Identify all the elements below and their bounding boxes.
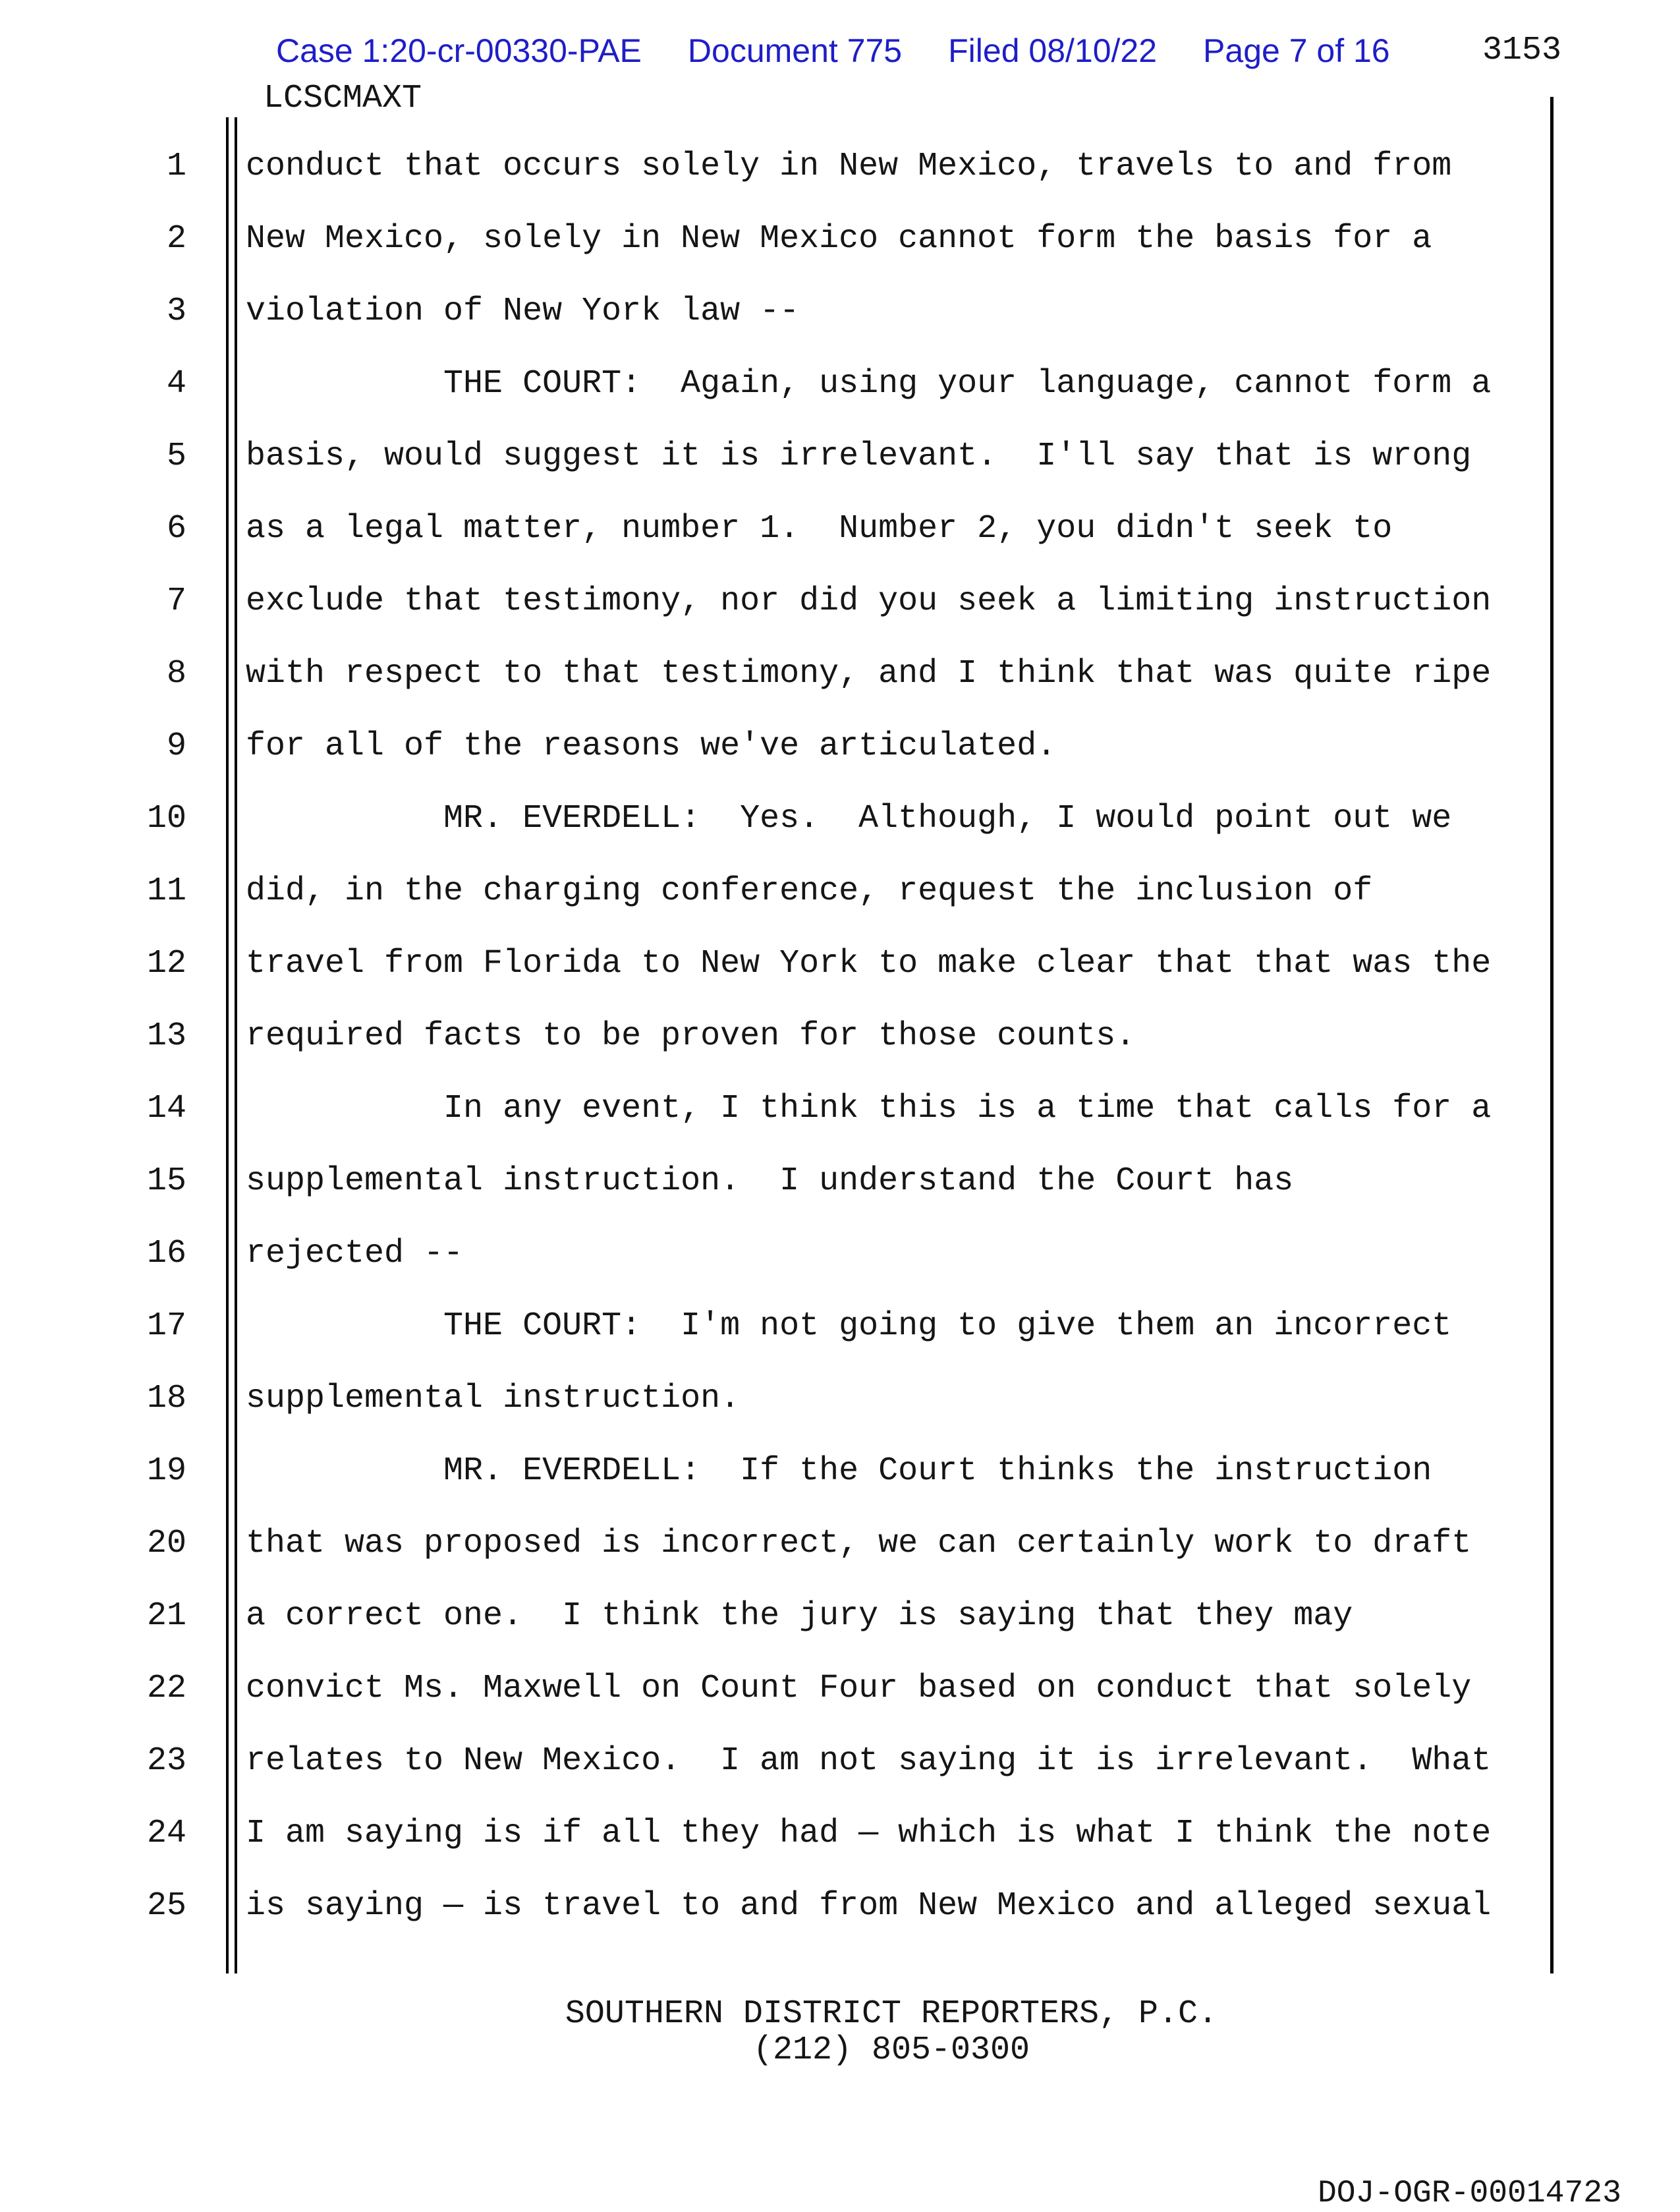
- bates-number: DOJ-OGR-00014723: [1318, 2176, 1621, 2211]
- transcript-line: conduct that occurs solely in New Mexico, travels to and from: [246, 148, 1452, 185]
- header-document-number: Document 775: [687, 32, 903, 69]
- transcript-line: with respect to that testimony, and I think that was quite ripe: [246, 655, 1492, 693]
- transcript-line: In any event, I think this is a time that calls for a: [246, 1090, 1492, 1127]
- footer: [246, 1996, 1537, 2068]
- transcript-line: THE COURT: I'm not going to give them an incorrect: [246, 1307, 1452, 1345]
- transcript-line: MR. EVERDELL: Yes. Although, I would point out we: [246, 800, 1452, 837]
- transcript-line: for all of the reasons we've articulated.: [246, 727, 1057, 765]
- line-number: 3: [166, 293, 186, 330]
- transcript-line: basis, would suggest it is irrelevant. I'll say that is wrong: [246, 438, 1472, 475]
- line-number: 18: [146, 1380, 186, 1417]
- transcript-line: relates to New Mexico. I am not saying it is irrelevant. What: [246, 1742, 1492, 1780]
- line-number: 24: [146, 1815, 186, 1852]
- transcript-line: rejected --: [246, 1235, 464, 1272]
- line-number: 8: [166, 655, 186, 693]
- line-number: 12: [146, 945, 186, 982]
- line-number: 11: [146, 872, 186, 910]
- line-number: 14: [146, 1090, 186, 1127]
- line-number-column: [99, 130, 186, 1943]
- transcript-column: [246, 130, 1563, 1943]
- transcript-line: exclude that testimony, nor did you seek a limiting instruction: [246, 582, 1492, 620]
- line-number: 16: [146, 1235, 186, 1272]
- transcript-line: supplemental instruction. I understand the Court has: [246, 1162, 1294, 1200]
- transcript-line: New Mexico, solely in New Mexico cannot form the basis for a: [246, 220, 1432, 258]
- transcript-id: LCSCMAXT: [264, 80, 422, 117]
- transcript-line: as a legal matter, number 1. Number 2, you didn't seek to: [246, 510, 1393, 548]
- transcript-line: did, in the charging conference, request the inclusion of: [246, 872, 1373, 910]
- transcript-line: THE COURT: Again, using your language, cannot form a: [246, 365, 1492, 403]
- line-number: 5: [166, 438, 186, 475]
- transcript-line: that was proposed is incorrect, we can certainly work to draft: [246, 1525, 1472, 1562]
- line-number: 25: [146, 1887, 186, 1925]
- transcript-line: travel from Florida to New York to make clear that that was the: [246, 945, 1492, 982]
- transcript-line: supplemental instruction.: [246, 1380, 741, 1417]
- transcript-line: is saying — is travel to and from New Mexico and alleged sexual: [246, 1887, 1492, 1925]
- line-number: 20: [146, 1525, 186, 1562]
- line-number: 22: [146, 1670, 186, 1707]
- line-number: 23: [146, 1742, 186, 1780]
- line-number: 21: [146, 1597, 186, 1635]
- transcript-line: convict Ms. Maxwell on Count Four based on conduct that solely: [246, 1670, 1472, 1707]
- page-number: 3153: [1482, 32, 1562, 69]
- header-stamp: [276, 34, 1390, 67]
- line-number: 4: [166, 365, 186, 403]
- transcript-line: required facts to be proven for those counts.: [246, 1017, 1136, 1055]
- line-number: 2: [166, 220, 186, 258]
- line-number: 17: [146, 1307, 186, 1345]
- line-number: 1: [166, 148, 186, 185]
- header-filed-date: Filed 08/10/22: [948, 32, 1158, 69]
- header-page-of: Page 7 of 16: [1203, 32, 1390, 69]
- line-number: 13: [146, 1017, 186, 1055]
- transcript-line: violation of New York law --: [246, 293, 800, 330]
- line-number: 10: [146, 800, 186, 837]
- transcript-line: I am saying is if all they had — which is what I think the note: [246, 1815, 1492, 1852]
- left-margin-rule: [226, 117, 237, 1973]
- reporter-name: SOUTHERN DISTRICT REPORTERS, P.C.: [565, 1995, 1218, 2033]
- reporter-phone: (212) 805-0300: [752, 2031, 1030, 2069]
- line-number: 15: [146, 1162, 186, 1200]
- line-number: 6: [166, 510, 186, 548]
- transcript-line: a correct one. I think the jury is saying that they may: [246, 1597, 1353, 1635]
- line-number: 19: [146, 1452, 186, 1490]
- line-number: 7: [166, 582, 186, 620]
- header-case-number: Case 1:20-cr-00330-PAE: [276, 32, 642, 69]
- transcript-line: MR. EVERDELL: If the Court thinks the instruction: [246, 1452, 1432, 1490]
- line-number: 9: [166, 727, 186, 765]
